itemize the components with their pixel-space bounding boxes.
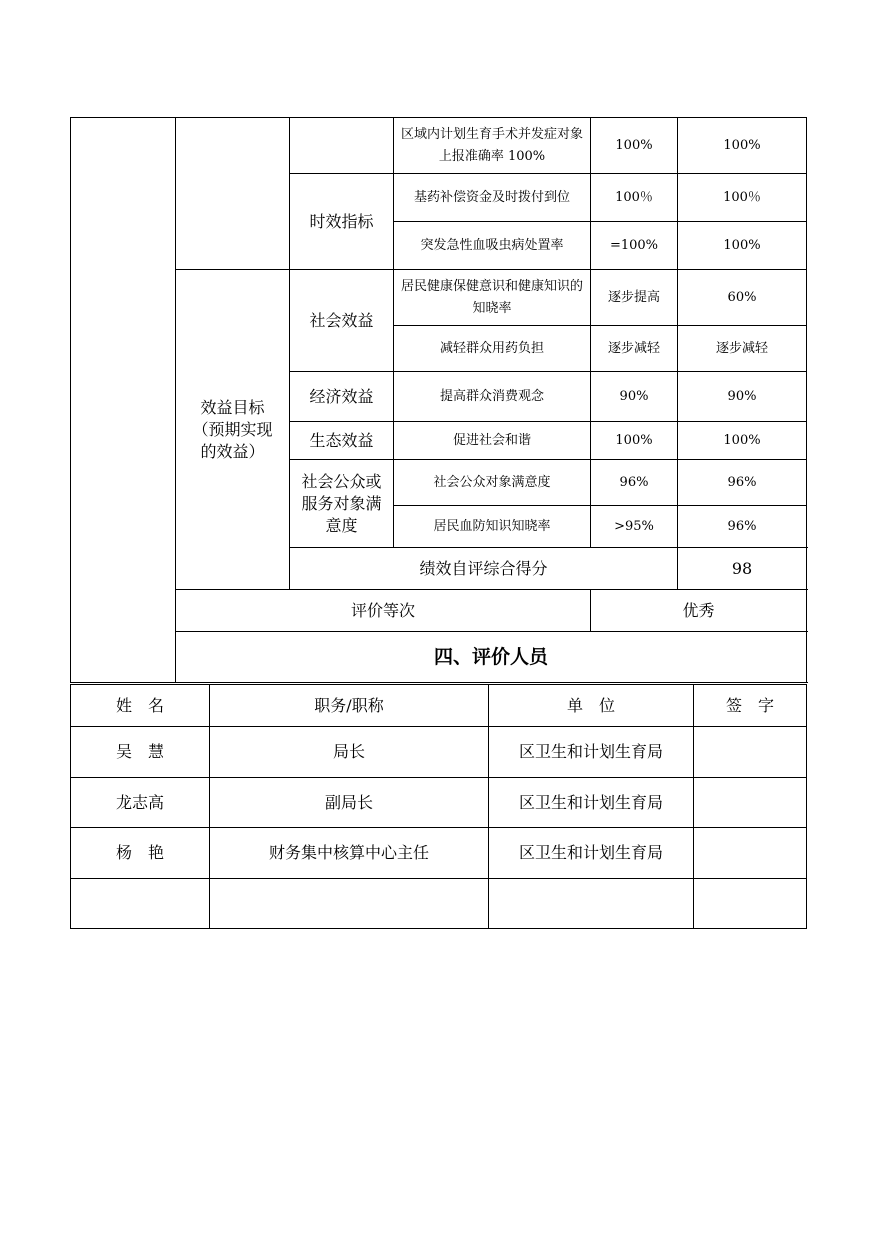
benefit-goal-label: 效益目标（预期实现的效益） [176,270,290,590]
indicator-target: 逐步提高 [591,270,678,326]
indicator-target: 100% [591,118,678,174]
indicator-actual: 100% [678,118,807,174]
indicator-actual: 90% [678,372,807,422]
indicator-target: 逐步减轻 [591,326,678,372]
evaluator-unit: 区卫生和计划生育局 [489,778,694,828]
table-row [71,828,807,879]
indicator-name: 社会公众对象满意度 [394,460,591,506]
ecological-benefit-label: 生态效益 [290,422,394,460]
indicator-target: >95% [591,506,678,548]
evaluator-title: 局长 [210,727,489,778]
indicator-actual: 逐步减轻 [678,326,807,372]
indicator-target: 100％ [591,174,678,222]
table-row [71,727,807,778]
social-benefit-label: 社会效益 [290,270,394,372]
evaluator-unit: 区卫生和计划生育局 [489,828,694,879]
table-row [71,879,807,929]
indicator-actual: 100％ [678,174,807,222]
indicator-name: 居民血防知识知晓率 [394,506,591,548]
indicator-name: 居民健康保健意识和健康知识的知晓率 [394,270,591,326]
indicator-name: 促进社会和谐 [394,422,591,460]
evaluator-name [71,879,210,929]
header-unit: 单 位 [489,685,694,727]
evaluators-table [70,684,807,929]
evaluator-name: 吴 慧 [71,727,210,778]
indicator-target: 96% [591,460,678,506]
grade-value: 优秀 [591,590,807,632]
indicator-actual: 100% [678,422,807,460]
indicator-name: 基药补偿资金及时拨付到位 [394,174,591,222]
indicator-actual: 96% [678,460,807,506]
evaluator-name: 龙志高 [71,778,210,828]
evaluator-signature [694,828,807,879]
header-sign: 签 字 [694,685,807,727]
indicator-actual: 100% [678,222,807,270]
evaluator-signature [694,727,807,778]
timeliness-label: 时效指标 [290,174,394,270]
satisfaction-label: 社会公众或服务对象满意度 [290,460,394,548]
header-name: 姓 名 [71,685,210,727]
evaluators-heading: 四、评价人员 [176,632,807,683]
grade-label: 评价等次 [176,590,591,632]
indicator-name: 区域内计划生育手术并发症对象上报准确率 100% [394,118,591,174]
header-title: 职务/职称 [210,685,489,727]
evaluator-title: 副局长 [210,778,489,828]
score-value: 98 [678,548,807,590]
indicator-name: 突发急性血吸虫病处置率 [394,222,591,270]
indicator-name: 提高群众消费观念 [394,372,591,422]
evaluator-title: 财务集中核算中心主任 [210,828,489,879]
indicator-target: 90% [591,372,678,422]
indicator-name: 减轻群众用药负担 [394,326,591,372]
evaluator-title [210,879,489,929]
economic-benefit-label: 经济效益 [290,372,394,422]
level1-cell [71,118,176,683]
evaluator-signature [694,778,807,828]
indicator-target: =100% [591,222,678,270]
performance-indicator-table [70,117,807,683]
indicator-target: 100% [591,422,678,460]
table-row [71,778,807,828]
evaluator-signature [694,879,807,929]
score-label: 绩效自评综合得分 [290,548,678,590]
level2-cell [176,118,290,270]
evaluator-unit: 区卫生和计划生育局 [489,727,694,778]
level3-cell [290,118,394,174]
indicator-actual: 96% [678,506,807,548]
evaluator-unit [489,879,694,929]
indicator-actual: 60% [678,270,807,326]
evaluator-name: 杨 艳 [71,828,210,879]
